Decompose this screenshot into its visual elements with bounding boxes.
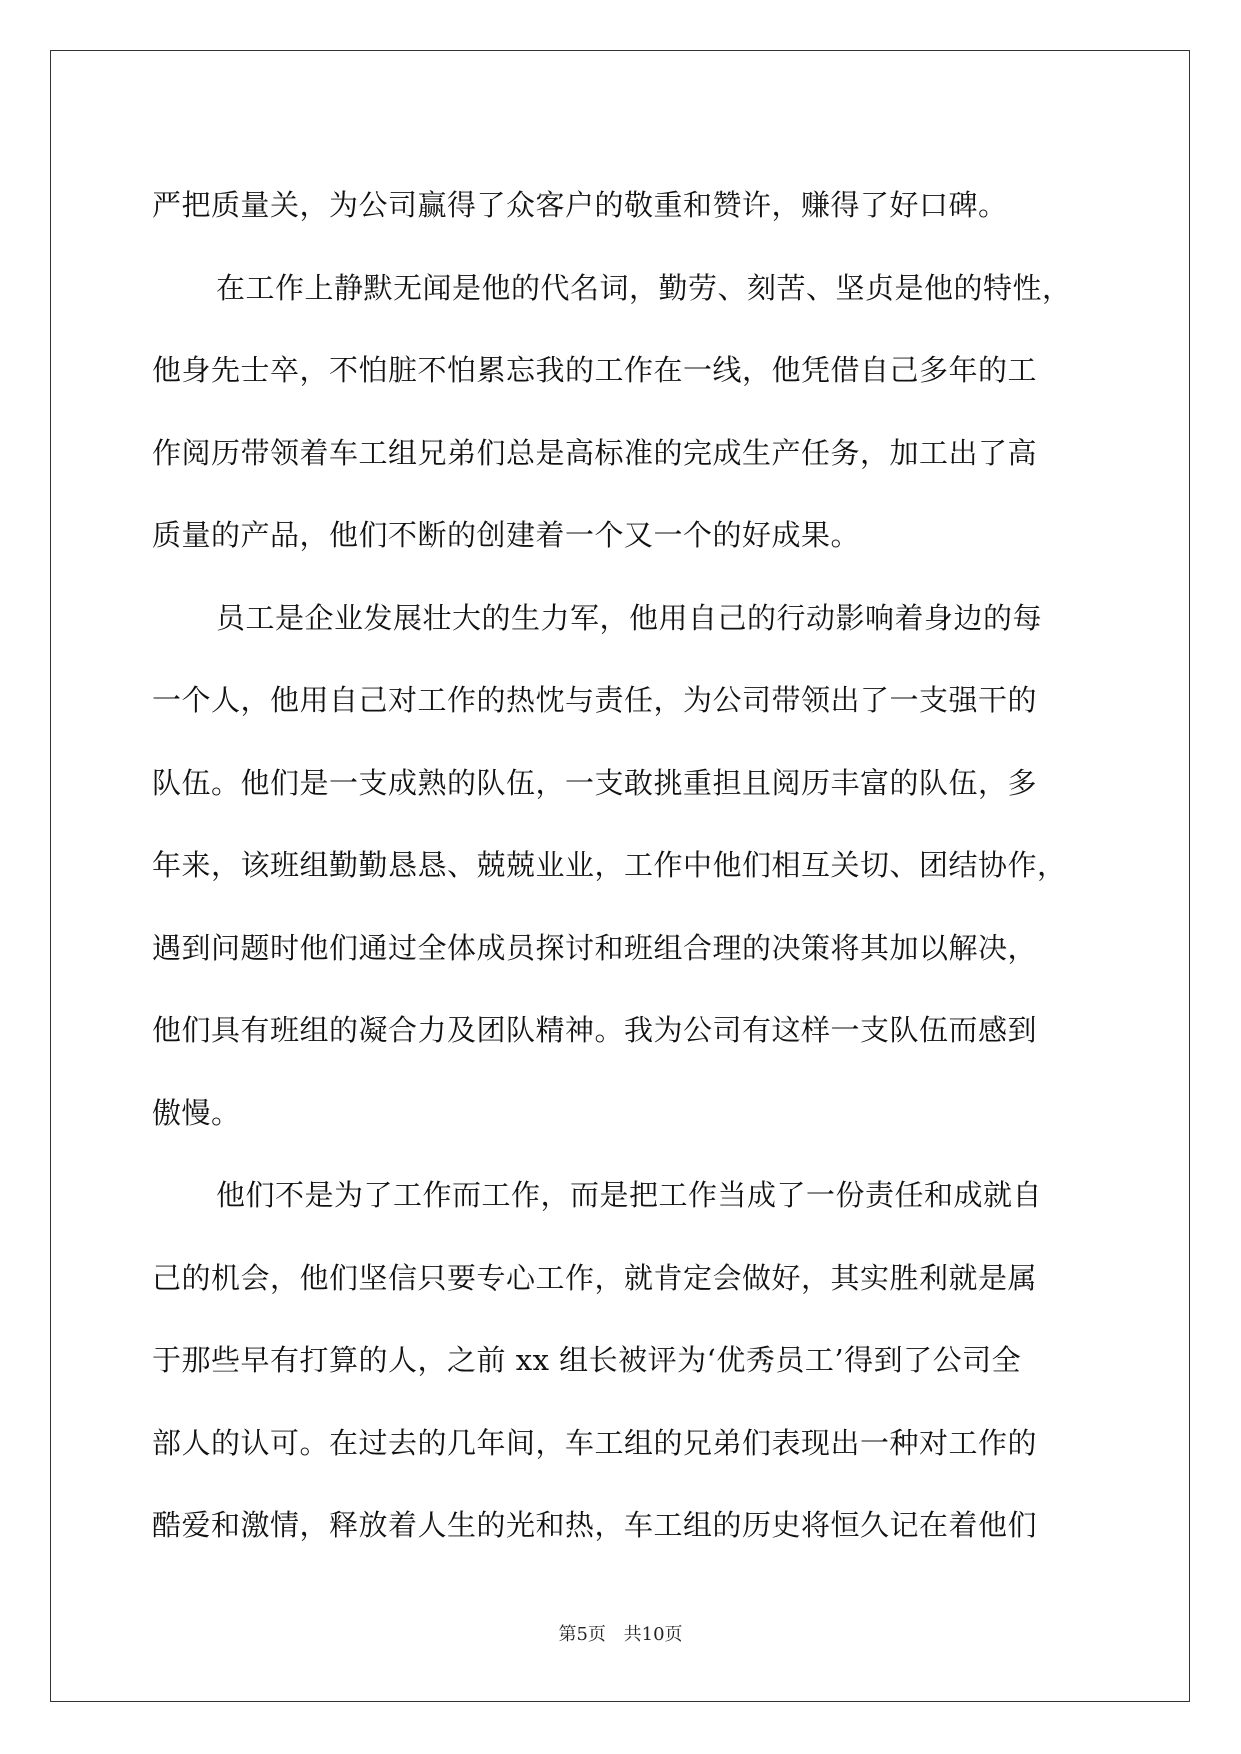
text-line: 他们具有班组的凝合力及团队精神。我为公司有这样一支队伍而感到	[152, 1013, 1038, 1047]
page-number-total: 共10页	[623, 1624, 683, 1645]
text-line: 年来，该班组勤勤恳恳、兢兢业业，工作中他们相互关切、团结协作，	[152, 848, 1067, 882]
text-line: 队伍。他们是一支成熟的队伍，一支敢挑重担且阅历丰富的队伍，多	[152, 765, 1038, 800]
text-line: 于那些早有打算的人，之前 xx 组长被评为‘优秀员工’得到了公司全	[152, 1343, 1022, 1377]
text-line: 酷爱和激情，释放着人生的光和热，车工组的历史将恒久记在着他们	[152, 1508, 1038, 1542]
text-line: 傲慢。	[152, 1095, 241, 1130]
text-line: 严把质量关，为公司赢得了众客户的敬重和赞许，赚得了好口碑。	[152, 188, 1008, 222]
text-line: 作阅历带领着车工组兄弟们总是高标准的完成生产任务，加工出了高	[152, 435, 1038, 470]
text-line: 遇到问题时他们通过全体成员探讨和班组合理的决策将其加以解决，	[152, 930, 1038, 965]
text-line: 一个人，他用自己对工作的热忱与责任，为公司带领出了一支强干的	[152, 683, 1038, 717]
text-line: 在工作上静默无闻是他的代名词，勤劳、刻苦、坚贞是他的特性，	[216, 270, 1072, 305]
text-line: 他身先士卒，不怕脏不怕累忘我的工作在一线，他凭借自己多年的工	[152, 353, 1038, 387]
page-number-current: 第5页	[558, 1624, 606, 1645]
text-line: 己的机会，他们坚信只要专心工作，就肯定会做好，其实胜利就是属	[152, 1260, 1038, 1295]
text-line: 部人的认可。在过去的几年间，车工组的兄弟们表现出一种对工作的	[152, 1425, 1038, 1460]
text-line: 他们不是为了工作而工作，而是把工作当成了一份责任和成就自	[216, 1178, 1043, 1212]
text-line: 员工是企业发展壮大的生力军，他用自己的行动影响着身边的每	[216, 600, 1043, 635]
page-footer	[0, 1620, 1241, 1646]
document-body	[152, 164, 1092, 1567]
text-line: 质量的产品，他们不断的创建着一个又一个的好成果。	[152, 518, 861, 552]
